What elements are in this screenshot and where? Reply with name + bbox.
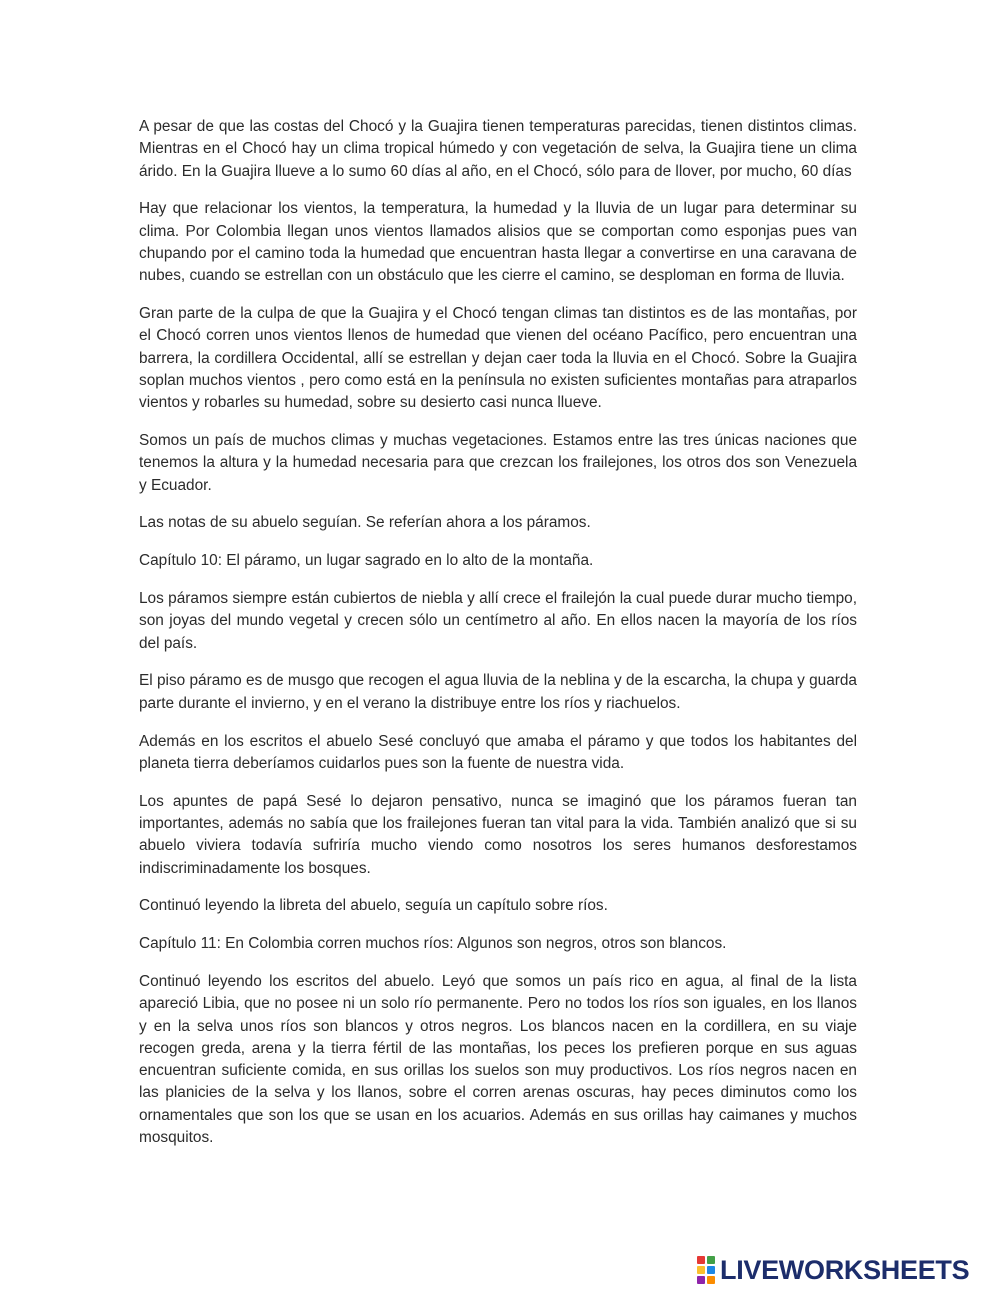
logo-square <box>707 1256 715 1264</box>
paragraph: Además en los escritos el abuelo Sesé concluyó que amaba el páramo y que todos los habitantes del planeta tierra deberíamos cuidarlos pues son la fuente de nuestra vida. <box>139 732 857 772</box>
logo-square <box>707 1276 715 1284</box>
paragraph: Continuó leyendo los escritos del abuelo. Leyó que somos un país rico en agua, al final de la lista apareció Libia, que no posee ni un solo río permanente. Pero no todos los ríos son iguales, en los llanos y en la selva unos ríos son blancos y otros negros. Los blancos nacen en la cordillera, en su viaje recogen greda, arena y la tierra fértil de las montañas, los peces los prefieren porque en sus aguas encuentran suficiente comida, en sus orillas los suelos son muy productivos. Los ríos negros nacen en las planicies de la selva y los llanos, sobre el corren arenas oscuras, hay peces diminutos como los ornamentales que son los que se usan en los acuarios. Además en sus orillas hay caimanes y muchos mosquitos. <box>139 972 857 1146</box>
paragraph: Los páramos siempre están cubiertos de niebla y allí crece el frailejón la cual puede durar mucho tiempo, son joyas del mundo vegetal y crecen sólo un centímetro al año. En ellos nacen la mayoría de los ríos del país. <box>139 590 857 652</box>
liveworksheets-watermark <box>697 1252 969 1288</box>
logo-square <box>697 1266 705 1274</box>
watermark-text: LIVEWORKSHEETS <box>720 1254 970 1285</box>
paragraph: A pesar de que las costas del Chocó y la Guajira tienen temperaturas parecidas, tienen distintos climas. Mientras en el Chocó hay un clima tropical húmedo y con vegetación de selva, la Guajira tiene un clima árido. En la Guajira llueve a lo sumo 60 días al año, en el Chocó, sólo para de llover, por mucho, 60 días <box>139 118 857 180</box>
paragraph: El piso páramo es de musgo que recogen el agua lluvia de la neblina y de la escarcha, la chupa y guarda parte durante el invierno, y en el verano la distribuye entre los ríos y riachuelos. <box>139 672 857 712</box>
paragraph: Somos un país de muchos climas y muchas vegetaciones. Estamos entre las tres únicas naciones que tenemos la altura y la humedad necesaria para que crezcan los frailejones, los otros dos son Venezuela y Ecuador. <box>139 432 857 494</box>
paragraph: Hay que relacionar los vientos, la temperatura, la humedad y la lluvia de un lugar para determinar su clima. Por Colombia llegan unos vientos llamados alisios que se comportan como esponjas pues van chupando por el camino toda la humedad que encuentran hasta llegar a convertirse en una caravana de nubes, cuando se estrellan con un obstáculo que les cierre el camino, se desploman en forma de lluvia. <box>139 200 857 285</box>
paragraph: Continuó leyendo la libreta del abuelo, seguía un capítulo sobre ríos. <box>139 897 608 915</box>
paragraph: Gran parte de la culpa de que la Guajira y el Chocó tengan climas tan distintos es de las montañas, por el Chocó corren unos vientos llenos de humedad que vienen del océano Pacífico, pero encuentran una barrera, la cordillera Occidental, allí se estrellan y dejan caer toda la lluvia en el Chocó. Sobre la Guajira soplan muchos vientos , pero como está en la península no existen suficientes montañas para atraparlos vientos y robarles su humedad, sobre su desierto casi nunca llueve. <box>139 305 857 412</box>
logo-square <box>707 1266 715 1274</box>
liveworksheets-logo-icon <box>697 1256 715 1284</box>
logo-square <box>697 1256 705 1264</box>
document-body <box>139 116 857 1165</box>
logo-square <box>697 1276 705 1284</box>
chapter-heading: Capítulo 11: En Colombia corren muchos ríos: Algunos son negros, otros son blancos. <box>139 935 727 953</box>
paragraph: Los apuntes de papá Sesé lo dejaron pensativo, nunca se imaginó que los páramos fueran tan importantes, además no sabía que los frailejones fueran tan vital para la vida. También analizó que si su abuelo viviera todavía sufriría mucho viendo como nosotros los seres humanos desforestamos indiscriminadamente los bosques. <box>139 792 857 877</box>
paragraph: Las notas de su abuelo seguían. Se referían ahora a los páramos. <box>139 514 591 532</box>
chapter-heading: Capítulo 10: El páramo, un lugar sagrado en lo alto de la montaña. <box>139 552 594 570</box>
